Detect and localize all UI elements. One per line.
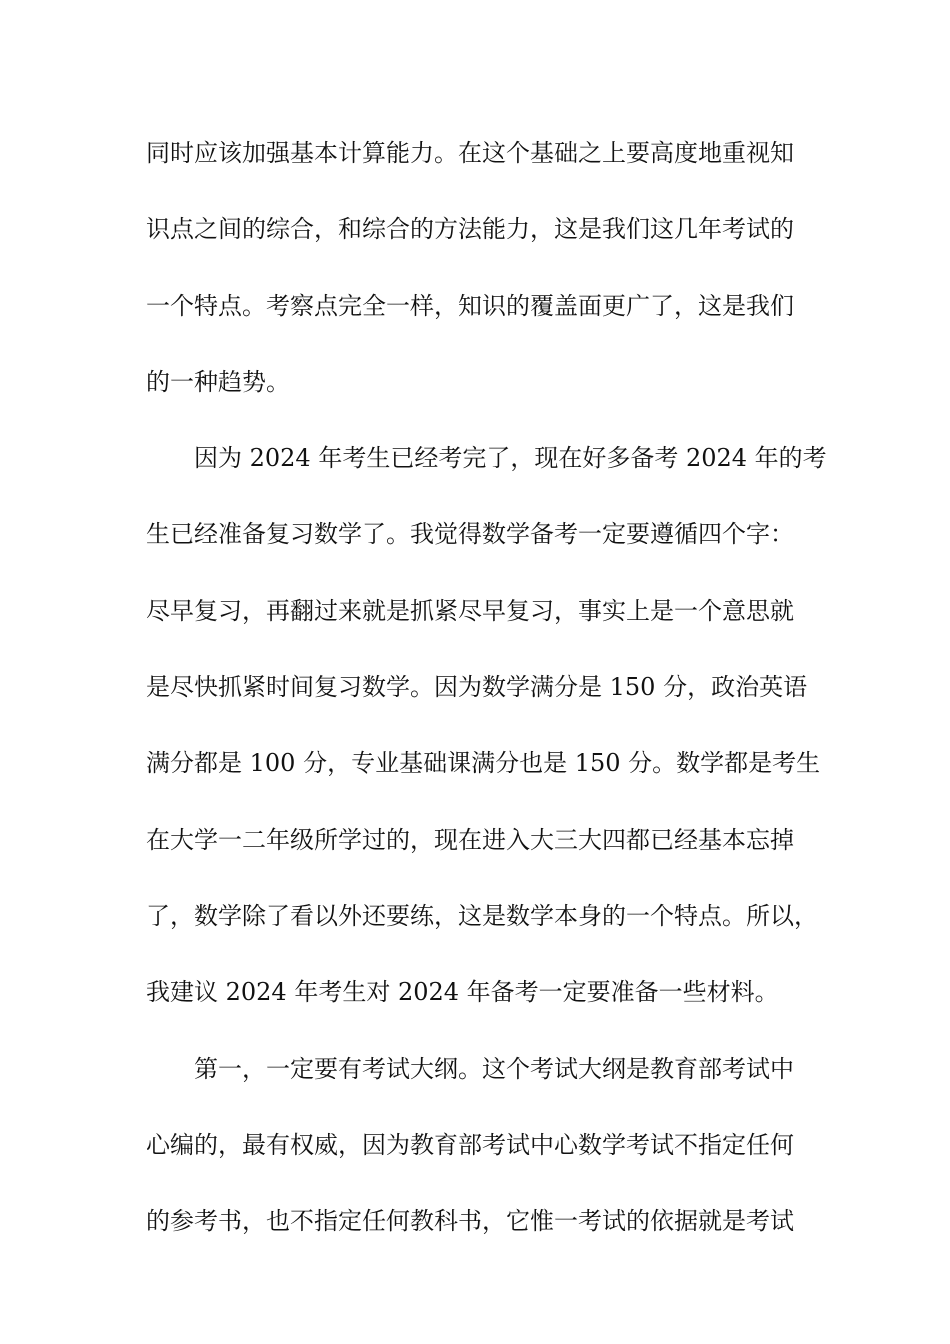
text-line: 同时应该加强基本计算能力。在这个基础之上要高度地重视知 bbox=[146, 139, 794, 167]
text-line: 的参考书，也不指定任何教科书，它惟一考试的依据就是考试 bbox=[146, 1207, 794, 1236]
text-line: 一个特点。考察点完全一样，知识的覆盖面更广了，这是我们 bbox=[146, 291, 794, 320]
text-line: 了，数学除了看以外还要练，这是数学本身的一个特点。所以， bbox=[146, 901, 818, 930]
text-line: 生已经准备复习数学了。我觉得数学备考一定要遵循四个字： bbox=[146, 520, 794, 549]
text-line: 的一种趋势。 bbox=[146, 367, 290, 396]
text-line: 满分都是 100 分，专业基础课满分也是 150 分。数学都是考生 bbox=[146, 749, 821, 778]
text-line: 心编的，最有权威，因为教育部考试中心数学考试不指定任何 bbox=[146, 1130, 794, 1159]
document-body bbox=[146, 134, 826, 1278]
text-line: 我建议 2024 年考生对 2024 年备考一定要准备一些材料。 bbox=[146, 978, 779, 1007]
text-line: 尽早复习，再翻过来就是抓紧尽早复习，事实上是一个意思就 bbox=[146, 596, 794, 625]
text-line: 是尽快抓紧时间复习数学。因为数学满分是 150 分，政治英语 bbox=[146, 673, 808, 702]
text-line: 因为 2024 年考生已经考完了，现在好多备考 2024 年的考 bbox=[194, 444, 827, 473]
text-line: 识点之间的综合，和综合的方法能力，这是我们这几年考试的 bbox=[146, 215, 794, 244]
text-line: 在大学一二年级所学过的，现在进入大三大四都已经基本忘掉 bbox=[146, 825, 794, 854]
text-line: 第一，一定要有考试大纲。这个考试大纲是教育部考试中 bbox=[194, 1054, 794, 1083]
